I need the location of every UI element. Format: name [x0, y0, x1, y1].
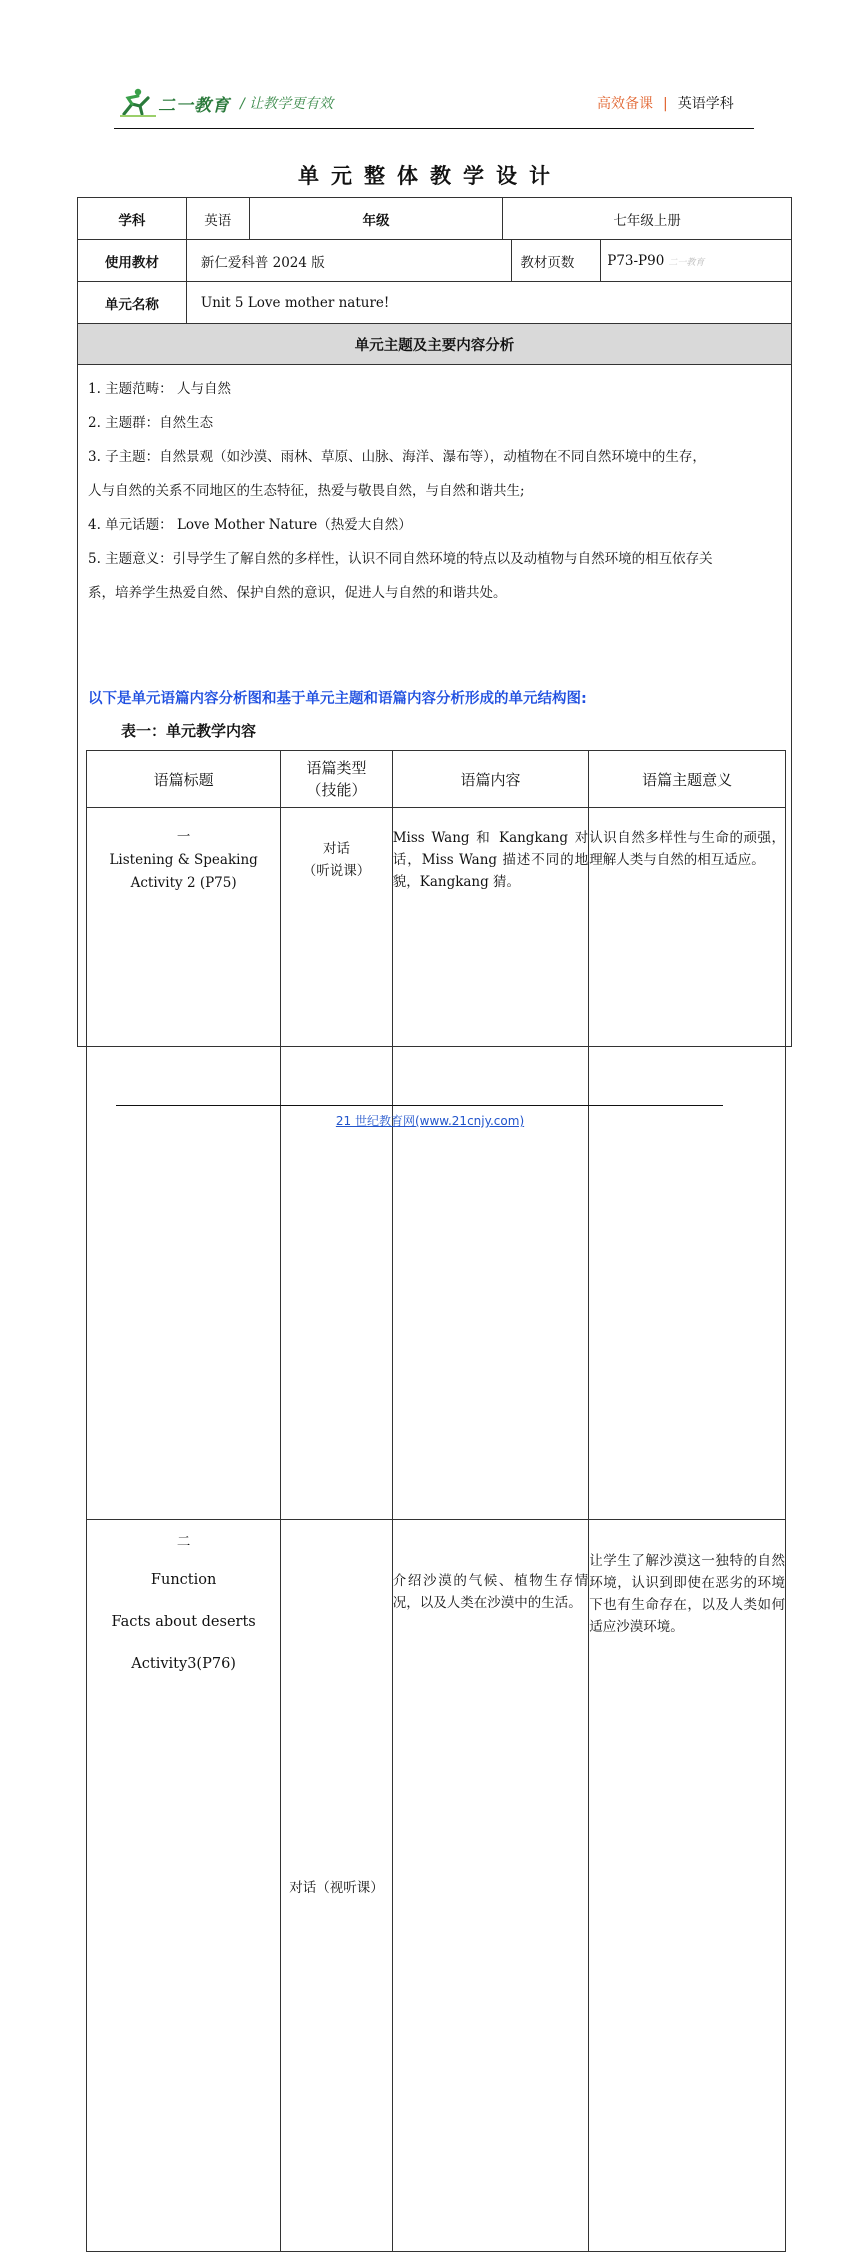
row-type: 对话（视听课）: [281, 1520, 392, 2252]
row-title-line: Activity 2 (P75): [130, 875, 237, 891]
slogan: / 让教学更有效: [240, 96, 334, 112]
header-tag-subject: 英语学科: [677, 96, 734, 112]
unit-label: 单元名称: [78, 282, 187, 324]
grade-label: 年级: [249, 198, 503, 240]
header-right: [597, 93, 734, 113]
subject-value: 英语: [186, 198, 249, 240]
table1-title: 表一：单元教学内容: [121, 722, 257, 740]
row-title-line: Listening & Speaking: [109, 852, 258, 868]
analysis-line: 2. 主题群：自然生态: [88, 415, 214, 431]
pages-label: 教材页数: [512, 240, 601, 282]
row-title-line: Activity3(P76): [131, 1656, 236, 1672]
row-content: 介绍沙漠的气候、植物生存情况，以及人类在沙漠中的生活。: [392, 1520, 589, 2252]
row-title: [87, 808, 281, 1520]
col-header-title: 语篇标题: [87, 751, 281, 808]
header-divider: [114, 128, 754, 129]
row-title: [87, 1520, 281, 2252]
analysis-line: 系，培养学生热爱自然、保护自然的意识，促进人与自然的和谐共处。: [88, 585, 507, 601]
footer-divider: [116, 1105, 723, 1106]
row-title-line: Facts about deserts: [111, 1614, 256, 1630]
analysis-line: 4. 单元话题： Love Mother Nature（热爱大自然）: [88, 517, 412, 533]
section-title: 单元主题及主要内容分析: [78, 324, 792, 365]
row-type: 对话 （听说课）: [281, 808, 392, 1520]
header-separator: |: [663, 96, 668, 112]
col-header-meaning: 语篇主题意义: [589, 751, 786, 808]
table-row: [87, 808, 786, 1520]
analysis-line: 人与自然的关系不同地区的生态特征，热爱与敬畏自然，与自然和谐共生;: [88, 483, 525, 499]
row-number: 二: [176, 1534, 191, 1550]
watermark-stamp: 二一教育: [668, 257, 705, 268]
row-meaning: 让学生了解沙漠这一独特的自然环境，认识到即使在恶劣的环境下也有生命存在，以及人类如何适应沙漠环境。: [589, 1520, 786, 2252]
document-title: 单元整体教学设计: [298, 163, 562, 188]
analysis-line: 3. 子主题：自然景观（如沙漠、雨林、草原、山脉、海洋、瀑布等），动植物在不同自然环境中的生存，: [88, 449, 706, 465]
textbook-label: 使用教材: [78, 240, 187, 282]
row-title-line: Function: [150, 1572, 217, 1588]
analysis-line: 5. 主题意义：引导学生了解自然的多样性，认识不同自然环境的特点以及动植物与自然环境的相互依存关: [88, 551, 713, 567]
row-number: 一: [176, 829, 191, 845]
unit-value: Unit 5 Love mother nature!: [186, 282, 791, 324]
table-row: [87, 1520, 786, 2252]
subject-label: 学科: [78, 198, 187, 240]
brand-name: 二一教育: [158, 96, 230, 116]
row-content: Miss Wang 和 Kangkang 对话，Miss Wang 描述不同的地貌，Kangkang 猜。: [392, 808, 589, 1520]
pages-value: P73-P90: [607, 252, 665, 269]
footer-link[interactable]: 21 世纪教育网(www.21cnjy.com): [335, 1114, 525, 1128]
row-meaning: 认识自然多样性与生命的顽强，理解人类与自然的相互适应。: [589, 808, 786, 1520]
col-header-content: 语篇内容: [392, 751, 589, 808]
header-tag-prep: 高效备课: [597, 96, 653, 112]
content-table: [86, 750, 786, 2252]
grade-value: 七年级上册: [503, 198, 792, 240]
col-header-type: 语篇类型 （技能）: [281, 751, 392, 808]
textbook-value: 新仁爱科普 2024 版: [186, 240, 512, 282]
structure-intro: 以下是单元语篇内容分析图和基于单元主题和语篇内容分析形成的单元结构图:: [88, 691, 587, 707]
analysis-line: 1. 主题范畴： 人与自然: [88, 381, 231, 397]
pages-cell: [601, 240, 792, 282]
